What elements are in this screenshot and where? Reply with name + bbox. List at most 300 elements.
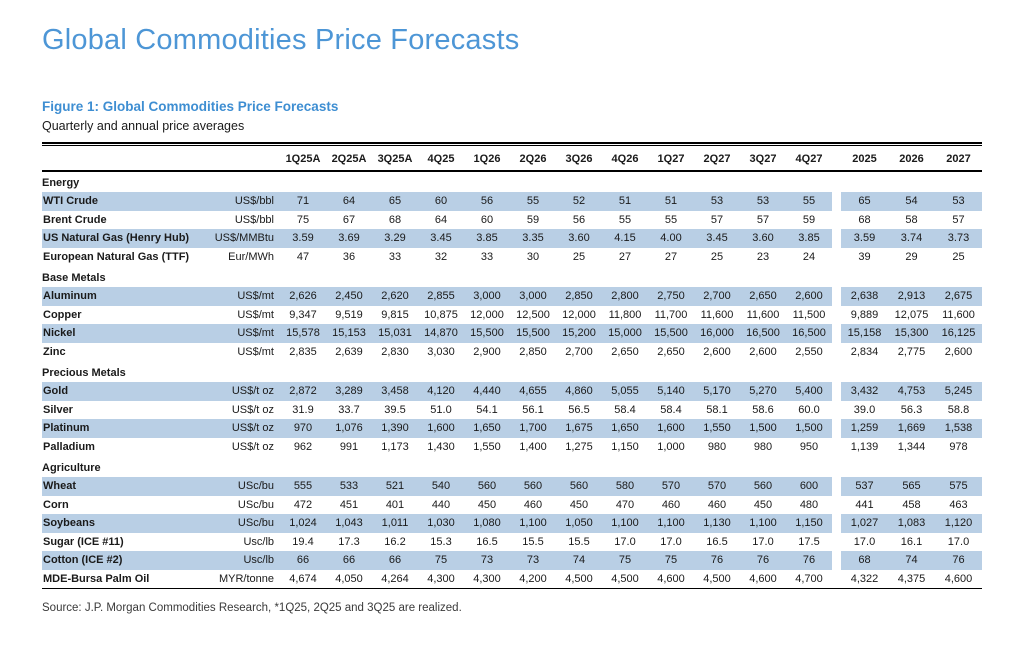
value-cell: 68 — [858, 213, 871, 226]
commodity-label: Platinum — [42, 419, 202, 438]
gap-cell — [832, 401, 841, 420]
unit-cell: US$/t oz — [202, 419, 280, 438]
gap-cell — [832, 438, 841, 457]
value-cell: 4,700 — [786, 570, 832, 589]
table-row — [42, 514, 982, 533]
value-cell: 65 — [372, 192, 418, 211]
value-cell: 2,650 — [657, 345, 685, 358]
value-cell: 68 — [388, 213, 402, 226]
column-header-4q27: 4Q27 — [786, 146, 832, 171]
value-cell: 11,600 — [746, 308, 780, 321]
value-cell: 970 — [280, 419, 326, 438]
value-cell: 16,500 — [786, 324, 832, 343]
value-cell: 58 — [905, 213, 918, 226]
value-cell: 1,100 — [602, 514, 648, 533]
unit-cell: Eur/MWh — [228, 250, 274, 263]
column-header-2q25a: 2Q25A — [326, 146, 372, 171]
value-cell: 3.59 — [841, 229, 888, 248]
value-cell: 4,655 — [510, 382, 556, 401]
value-cell: 11,600 — [942, 308, 975, 321]
value-cell: 980 — [707, 440, 727, 453]
value-cell: 16,125 — [935, 324, 982, 343]
column-header-3q27: 3Q27 — [740, 146, 786, 171]
value-cell: 15,300 — [888, 324, 935, 343]
value-cell: 75 — [648, 551, 694, 570]
unit-cell: USc/bu — [202, 477, 280, 496]
value-cell: 11,700 — [654, 308, 688, 321]
value-cell: 580 — [602, 477, 648, 496]
value-cell: 5,270 — [740, 382, 786, 401]
commodity-label: Gold — [42, 382, 202, 401]
value-cell: 463 — [949, 498, 968, 511]
value-cell: 57 — [756, 213, 770, 226]
value-cell: 51 — [648, 192, 694, 211]
value-cell: 75 — [296, 213, 310, 226]
value-cell: 36 — [342, 250, 356, 263]
value-cell: 17.0 — [752, 535, 774, 548]
section-row-base-metals — [42, 266, 982, 287]
section-label: Agriculture — [42, 462, 101, 474]
value-cell: 57 — [952, 213, 965, 226]
value-cell: 3,458 — [372, 382, 418, 401]
value-cell: 76 — [786, 551, 832, 570]
value-cell: 27 — [664, 250, 678, 263]
value-cell: 4,200 — [510, 570, 556, 589]
gap-cell — [832, 533, 841, 552]
gap-cell — [832, 248, 841, 267]
value-cell: 15,500 — [464, 324, 510, 343]
value-cell: 2,830 — [381, 345, 409, 358]
value-cell: 1,027 — [841, 514, 888, 533]
value-cell: 39.0 — [853, 403, 876, 416]
value-cell: 3.73 — [935, 229, 982, 248]
table-row — [42, 477, 982, 496]
section-label: Precious Metals — [42, 367, 126, 379]
header-unit — [202, 146, 280, 171]
section-row-precious-metals — [42, 361, 982, 382]
value-cell: 1,600 — [418, 419, 464, 438]
value-cell: 56 — [464, 192, 510, 211]
value-cell: 66 — [280, 551, 326, 570]
value-cell: 2,639 — [335, 345, 363, 358]
value-cell: 2,775 — [897, 345, 926, 358]
commodity-label: Zinc — [43, 345, 66, 358]
value-cell: 5,245 — [935, 382, 982, 401]
value-cell: 15,200 — [556, 324, 602, 343]
value-cell: 56.1 — [522, 403, 544, 416]
value-cell: 33 — [480, 250, 494, 263]
value-cell: 17.5 — [798, 535, 820, 548]
value-cell: 76 — [740, 551, 786, 570]
value-cell: 39.5 — [384, 403, 406, 416]
value-cell: 4.15 — [602, 229, 648, 248]
table-row — [42, 192, 982, 211]
value-cell: 4,120 — [418, 382, 464, 401]
value-cell: 2,700 — [694, 287, 740, 306]
gap-cell — [832, 343, 841, 362]
column-header-2027: 2027 — [935, 146, 982, 171]
value-cell: 980 — [753, 440, 773, 453]
value-cell: 12,075 — [894, 308, 929, 321]
value-cell: 31.9 — [292, 403, 314, 416]
value-cell: 537 — [841, 477, 888, 496]
value-cell: 521 — [372, 477, 418, 496]
value-cell: 1,700 — [510, 419, 556, 438]
value-cell: 1,400 — [519, 440, 547, 453]
value-cell: 2,913 — [888, 287, 935, 306]
page-title: Global Commodities Price Forecasts — [42, 24, 520, 56]
table-row — [42, 248, 982, 267]
value-cell: 1,550 — [473, 440, 501, 453]
value-cell: 1,173 — [381, 440, 409, 453]
value-cell: 2,450 — [326, 287, 372, 306]
unit-cell: USc/bu — [237, 498, 274, 511]
value-cell: 51.0 — [430, 403, 452, 416]
value-cell: 9,347 — [289, 308, 317, 321]
value-cell: 440 — [431, 498, 451, 511]
value-cell: 5,400 — [786, 382, 832, 401]
value-cell: 15,153 — [326, 324, 372, 343]
column-header-1q25a: 1Q25A — [280, 146, 326, 171]
value-cell: 19.4 — [292, 535, 314, 548]
value-cell: 58.1 — [706, 403, 728, 416]
value-cell: 71 — [280, 192, 326, 211]
figure-subtitle: Quarterly and annual price averages — [42, 119, 245, 133]
value-cell: 15,578 — [280, 324, 326, 343]
unit-cell: US$/t oz — [202, 382, 280, 401]
value-cell: 16.2 — [384, 535, 406, 548]
value-cell: 3,000 — [464, 287, 510, 306]
gap-cell — [832, 211, 841, 230]
gap-cell — [832, 382, 841, 401]
commodity-label: US Natural Gas (Henry Hub) — [42, 229, 202, 248]
gap-cell — [832, 570, 841, 589]
value-cell: 480 — [799, 498, 819, 511]
value-cell: 59 — [526, 213, 540, 226]
value-cell: 4,753 — [888, 382, 935, 401]
value-cell: 1,100 — [740, 514, 786, 533]
value-cell: 56 — [572, 213, 586, 226]
value-cell: 75 — [602, 551, 648, 570]
value-cell: 1,000 — [657, 440, 685, 453]
value-cell: 4,300 — [418, 570, 464, 589]
table-row — [42, 533, 982, 552]
value-cell: 25 — [710, 250, 724, 263]
value-cell: 560 — [510, 477, 556, 496]
value-cell: 59 — [802, 213, 816, 226]
value-cell: 30 — [526, 250, 540, 263]
unit-cell: US$/mt — [237, 345, 274, 358]
value-cell: 64 — [326, 192, 372, 211]
value-cell: 15,500 — [648, 324, 694, 343]
value-cell: 2,900 — [473, 345, 501, 358]
value-cell: 15.3 — [430, 535, 452, 548]
source-note: Source: J.P. Morgan Commodities Research, *1Q25, 2Q25 and 3Q25 are realized. — [42, 601, 462, 614]
value-cell: 450 — [569, 498, 589, 511]
value-cell: 460 — [661, 498, 681, 511]
value-cell: 16,000 — [694, 324, 740, 343]
value-cell: 2,750 — [648, 287, 694, 306]
value-cell: 33 — [388, 250, 402, 263]
value-cell: 4,600 — [648, 570, 694, 589]
value-cell: 53 — [694, 192, 740, 211]
value-cell: 66 — [372, 551, 418, 570]
value-cell: 55 — [786, 192, 832, 211]
value-cell: 3.85 — [786, 229, 832, 248]
value-cell: 2,600 — [786, 287, 832, 306]
value-cell: 1,259 — [841, 419, 888, 438]
unit-cell: Usc/lb — [202, 551, 280, 570]
value-cell: 4,500 — [694, 570, 740, 589]
value-cell: 2,835 — [289, 345, 317, 358]
value-cell: 60 — [480, 213, 494, 226]
value-cell: 17.3 — [338, 535, 360, 548]
value-cell: 3,030 — [427, 345, 455, 358]
value-cell: 17.0 — [614, 535, 636, 548]
table-row — [42, 496, 982, 515]
value-cell: 3,432 — [841, 382, 888, 401]
value-cell: 16.5 — [476, 535, 498, 548]
table-row — [42, 229, 982, 248]
column-header-2q26: 2Q26 — [510, 146, 556, 171]
unit-cell: USc/bu — [202, 514, 280, 533]
value-cell: 55 — [664, 213, 678, 226]
value-cell: 3.60 — [740, 229, 786, 248]
value-cell: 33.7 — [338, 403, 360, 416]
value-cell: 3,289 — [326, 382, 372, 401]
table-row — [42, 382, 982, 401]
value-cell: 12,000 — [562, 308, 596, 321]
value-cell: 3.60 — [556, 229, 602, 248]
commodity-label: European Natural Gas (TTF) — [43, 250, 190, 263]
commodity-label: Soybeans — [42, 514, 202, 533]
value-cell: 5,055 — [602, 382, 648, 401]
table-row — [42, 324, 982, 343]
value-cell: 2,550 — [795, 345, 823, 358]
value-cell: 2,850 — [556, 287, 602, 306]
value-cell: 1,344 — [897, 440, 926, 453]
unit-cell: US$/MMBtu — [202, 229, 280, 248]
forecast-table — [42, 146, 982, 589]
value-cell: 460 — [707, 498, 727, 511]
value-cell: 64 — [434, 213, 448, 226]
table-row — [42, 438, 982, 457]
commodity-label: Brent Crude — [43, 213, 107, 226]
value-cell: 3.69 — [326, 229, 372, 248]
unit-cell: US$/bbl — [202, 192, 280, 211]
value-cell: 560 — [740, 477, 786, 496]
value-cell: 15.5 — [522, 535, 544, 548]
value-cell: 29 — [905, 250, 918, 263]
value-cell: 73 — [510, 551, 556, 570]
value-cell: 58.6 — [752, 403, 774, 416]
table-row — [42, 287, 982, 306]
header-gap — [832, 146, 841, 171]
column-header-2026: 2026 — [888, 146, 935, 171]
value-cell: 12,500 — [516, 308, 550, 321]
value-cell: 1,130 — [694, 514, 740, 533]
value-cell: 16,500 — [740, 324, 786, 343]
value-cell: 17.0 — [660, 535, 682, 548]
unit-cell: MYR/tonne — [202, 570, 280, 589]
commodity-label: Corn — [43, 498, 69, 511]
value-cell: 56.5 — [568, 403, 590, 416]
value-cell: 978 — [949, 440, 968, 453]
value-cell: 3.59 — [280, 229, 326, 248]
value-cell: 1,011 — [372, 514, 418, 533]
value-cell: 15,500 — [510, 324, 556, 343]
value-cell: 5,140 — [648, 382, 694, 401]
table-row — [42, 551, 982, 570]
commodity-label: MDE-Bursa Palm Oil — [42, 570, 202, 589]
value-cell: 73 — [464, 551, 510, 570]
value-cell: 17.0 — [853, 535, 876, 548]
value-cell: 4,600 — [740, 570, 786, 589]
value-cell: 75 — [418, 551, 464, 570]
value-cell: 533 — [326, 477, 372, 496]
value-cell: 51 — [602, 192, 648, 211]
gap-cell — [832, 192, 841, 211]
column-header-1q26: 1Q26 — [464, 146, 510, 171]
value-cell: 1,500 — [740, 419, 786, 438]
table-row — [42, 211, 982, 230]
value-cell: 1,139 — [850, 440, 879, 453]
value-cell: 2,872 — [280, 382, 326, 401]
value-cell: 54 — [888, 192, 935, 211]
value-cell: 11,800 — [608, 308, 642, 321]
table-row — [42, 343, 982, 362]
value-cell: 15.5 — [568, 535, 590, 548]
value-cell: 570 — [694, 477, 740, 496]
value-cell: 600 — [786, 477, 832, 496]
value-cell: 4,375 — [888, 570, 935, 589]
value-cell: 16.1 — [900, 535, 923, 548]
forecast-table-wrap — [42, 142, 982, 589]
value-cell: 1,550 — [694, 419, 740, 438]
column-header-2q27: 2Q27 — [694, 146, 740, 171]
value-cell: 3.45 — [418, 229, 464, 248]
value-cell: 460 — [523, 498, 543, 511]
value-cell: 60.0 — [798, 403, 820, 416]
value-cell: 66 — [326, 551, 372, 570]
table-header-row — [42, 146, 982, 171]
value-cell: 470 — [615, 498, 635, 511]
value-cell: 1,120 — [935, 514, 982, 533]
value-cell: 1,650 — [464, 419, 510, 438]
unit-cell: Usc/lb — [243, 535, 274, 548]
value-cell: 2,638 — [841, 287, 888, 306]
commodity-label: Cotton (ICE #2) — [42, 551, 202, 570]
commodity-label: Wheat — [42, 477, 202, 496]
value-cell: 27 — [618, 250, 632, 263]
gap-cell — [832, 551, 841, 570]
value-cell: 2,600 — [944, 345, 973, 358]
value-cell: 401 — [385, 498, 405, 511]
value-cell: 4,264 — [372, 570, 418, 589]
value-cell: 74 — [888, 551, 935, 570]
value-cell: 575 — [935, 477, 982, 496]
value-cell: 555 — [280, 477, 326, 496]
value-cell: 560 — [464, 477, 510, 496]
value-cell: 55 — [618, 213, 632, 226]
value-cell: 53 — [740, 192, 786, 211]
gap-cell — [832, 419, 841, 438]
value-cell: 3.85 — [464, 229, 510, 248]
value-cell: 3.29 — [372, 229, 418, 248]
commodity-label: Sugar (ICE #11) — [43, 535, 124, 548]
value-cell: 2,800 — [602, 287, 648, 306]
column-header-3q25a: 3Q25A — [372, 146, 418, 171]
value-cell: 74 — [556, 551, 602, 570]
value-cell: 3.35 — [510, 229, 556, 248]
value-cell: 1,430 — [427, 440, 455, 453]
value-cell: 2,675 — [935, 287, 982, 306]
value-cell: 12,000 — [470, 308, 504, 321]
value-cell: 950 — [799, 440, 819, 453]
value-cell: 1,150 — [786, 514, 832, 533]
gap-cell — [832, 496, 841, 515]
value-cell: 2,620 — [372, 287, 418, 306]
value-cell: 4,440 — [464, 382, 510, 401]
value-cell: 3,000 — [510, 287, 556, 306]
value-cell: 1,083 — [888, 514, 935, 533]
value-cell: 15,158 — [841, 324, 888, 343]
unit-cell: US$/mt — [202, 324, 280, 343]
value-cell: 16.5 — [706, 535, 728, 548]
value-cell: 565 — [888, 477, 935, 496]
unit-cell: US$/bbl — [234, 213, 274, 226]
value-cell: 2,650 — [611, 345, 639, 358]
value-cell: 53 — [935, 192, 982, 211]
value-cell: 9,815 — [381, 308, 409, 321]
value-cell: 560 — [556, 477, 602, 496]
value-cell: 10,875 — [424, 308, 458, 321]
value-cell: 540 — [418, 477, 464, 496]
value-cell: 3.45 — [694, 229, 740, 248]
value-cell: 1,050 — [556, 514, 602, 533]
value-cell: 4,322 — [841, 570, 888, 589]
value-cell: 56.3 — [900, 403, 923, 416]
value-cell: 1,275 — [565, 440, 593, 453]
commodity-label: Copper — [43, 308, 82, 321]
table-row — [42, 306, 982, 325]
value-cell: 451 — [339, 498, 359, 511]
unit-cell: US$/mt — [237, 308, 274, 321]
value-cell: 68 — [841, 551, 888, 570]
value-cell: 17.0 — [947, 535, 970, 548]
value-cell: 1,390 — [372, 419, 418, 438]
gap-cell — [832, 287, 841, 306]
commodity-label: Silver — [43, 403, 73, 416]
value-cell: 54.1 — [476, 403, 498, 416]
value-cell: 1,024 — [280, 514, 326, 533]
table-row — [42, 419, 982, 438]
value-cell: 2,600 — [703, 345, 731, 358]
value-cell: 450 — [477, 498, 497, 511]
value-cell: 4,674 — [280, 570, 326, 589]
section-row-agriculture — [42, 456, 982, 477]
unit-cell: US$/t oz — [231, 403, 274, 416]
value-cell: 1,030 — [418, 514, 464, 533]
value-cell: 15,000 — [602, 324, 648, 343]
table-row — [42, 401, 982, 420]
commodity-label: Palladium — [43, 440, 95, 453]
value-cell: 1,669 — [888, 419, 935, 438]
column-header-2025: 2025 — [841, 146, 888, 171]
section-row-energy — [42, 171, 982, 192]
value-cell: 65 — [841, 192, 888, 211]
gap-cell — [832, 477, 841, 496]
